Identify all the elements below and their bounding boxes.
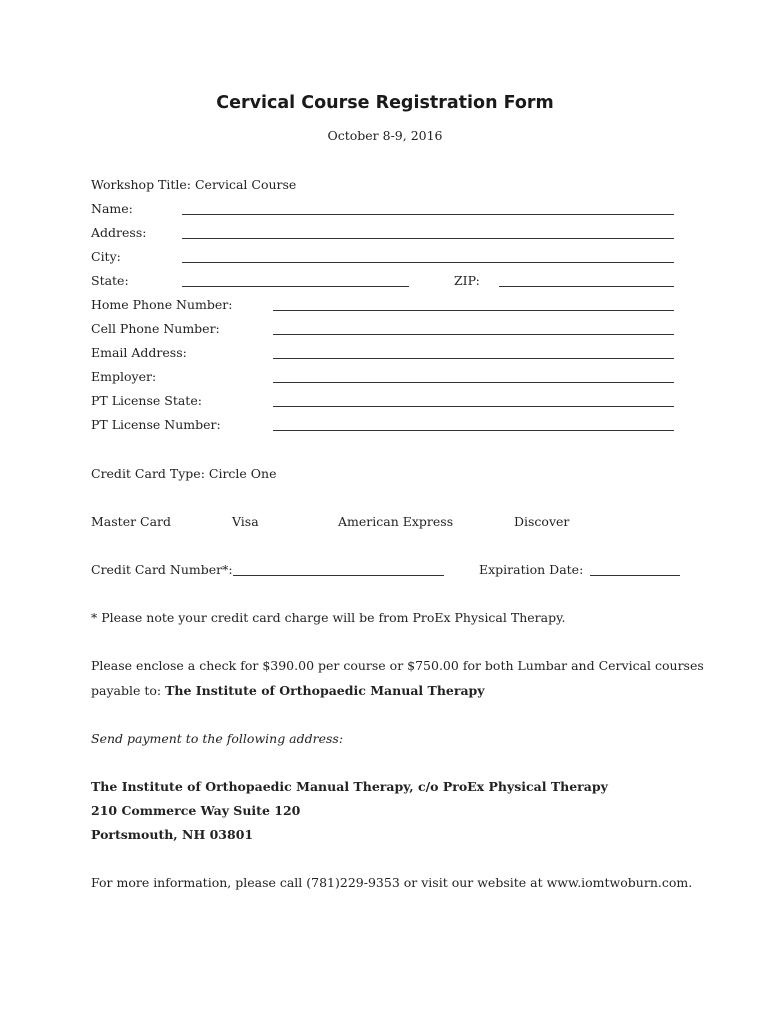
zip-field[interactable] bbox=[499, 286, 674, 287]
credit-card-note: * Please note your credit card charge will be from ProEx Physical Therapy. bbox=[91, 610, 566, 625]
pt-license-number-label: PT License Number: bbox=[91, 417, 221, 432]
card-option-visa[interactable]: Visa bbox=[232, 514, 259, 529]
city-label: City: bbox=[91, 249, 121, 264]
address-label: Address: bbox=[91, 225, 147, 240]
city-field[interactable] bbox=[182, 262, 674, 263]
employer-field[interactable] bbox=[273, 382, 674, 383]
state-field[interactable] bbox=[182, 286, 409, 287]
contact-info: For more information, please call (781)229-9353 or visit our website at www.iomtwoburn.com. bbox=[91, 875, 693, 890]
card-option-american-express[interactable]: American Express bbox=[338, 514, 454, 529]
payable-to-line bbox=[91, 683, 485, 699]
workshop-title: Workshop Title: Cervical Course bbox=[91, 177, 297, 192]
course-date: October 8-9, 2016 bbox=[327, 128, 443, 143]
mailing-address-line-1: The Institute of Orthopaedic Manual Therapy, c/o ProEx Physical Therapy bbox=[91, 779, 608, 794]
card-number-label: Credit Card Number*: bbox=[91, 562, 233, 577]
name-label: Name: bbox=[91, 201, 133, 216]
card-option-master-card[interactable]: Master Card bbox=[91, 514, 172, 529]
address-field[interactable] bbox=[182, 238, 674, 239]
card-option-discover[interactable]: Discover bbox=[514, 514, 570, 529]
pt-license-number-field[interactable] bbox=[273, 430, 674, 431]
name-field[interactable] bbox=[182, 214, 674, 215]
employer-label: Employer: bbox=[91, 369, 157, 384]
mailing-address-line-2: 210 Commerce Way Suite 120 bbox=[91, 803, 301, 818]
cell-phone-label: Cell Phone Number: bbox=[91, 321, 220, 336]
home-phone-label: Home Phone Number: bbox=[91, 297, 233, 312]
expiration-date-label: Expiration Date: bbox=[479, 562, 584, 577]
email-label: Email Address: bbox=[91, 345, 187, 360]
expiration-date-field[interactable] bbox=[590, 575, 680, 576]
card-number-field[interactable] bbox=[233, 575, 444, 576]
mailing-address-line-3: Portsmouth, NH 03801 bbox=[91, 827, 254, 842]
payable-to-name: The Institute of Orthopaedic Manual Therapy bbox=[165, 683, 485, 698]
zip-label: ZIP: bbox=[454, 273, 480, 288]
email-field[interactable] bbox=[273, 358, 674, 359]
credit-card-type-label: Credit Card Type: Circle One bbox=[91, 466, 277, 481]
cell-phone-field[interactable] bbox=[273, 334, 674, 335]
home-phone-field[interactable] bbox=[273, 310, 674, 311]
payable-to-prefix: payable to: bbox=[91, 683, 162, 698]
state-label: State: bbox=[91, 273, 129, 288]
check-instructions: Please enclose a check for $390.00 per course or $750.00 for both Lumbar and Cervical courses bbox=[91, 658, 704, 673]
pt-license-state-label: PT License State: bbox=[91, 393, 202, 408]
pt-license-state-field[interactable] bbox=[273, 406, 674, 407]
send-payment-label: Send payment to the following address: bbox=[91, 731, 344, 746]
form-title: Cervical Course Registration Form bbox=[216, 93, 554, 113]
